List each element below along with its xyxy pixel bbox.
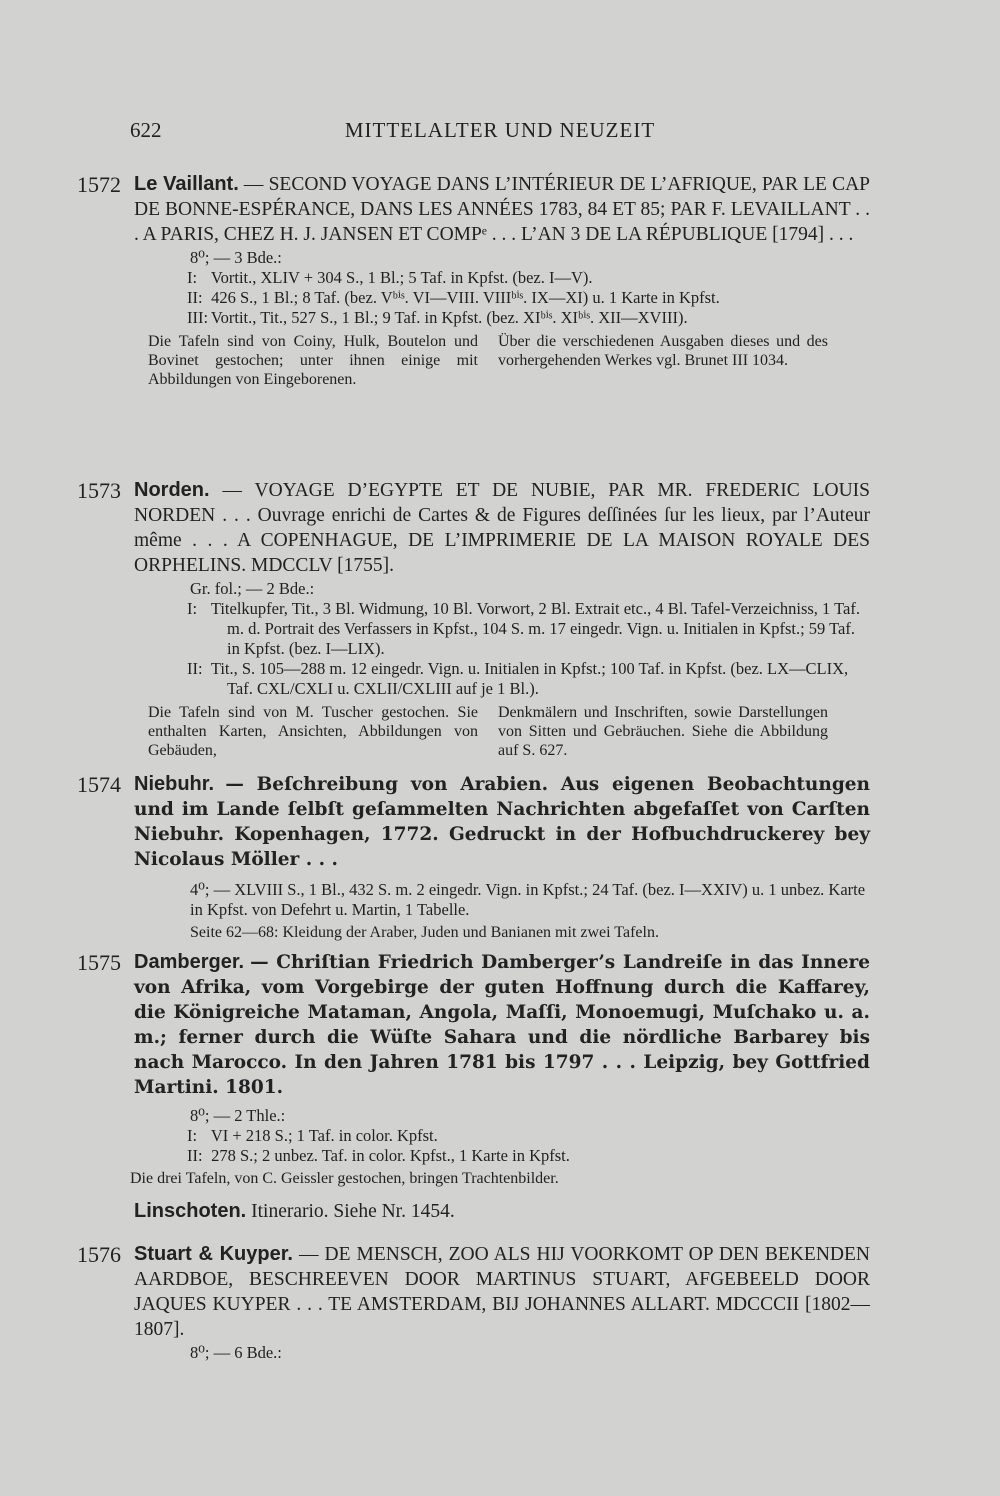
entry-author: Linschoten.	[134, 1200, 247, 1222]
entry-format: 4⁰; — XLVIII S., 1 Bl., 432 S. m. 2 eingedr. Vign. in Kpfst.; 24 Taf. (bez. I—XXIV) u. 1 unbez. Karte in Kpfst. von Defehrt u. Martin, 1 Tabelle.	[190, 880, 866, 919]
entry-title: — Chriſtian Friedrich Damberger’s Landreiſe in das Innere von Afrika, vom Vorgebirge der guten Hoffnung durch die Kaffarey, die Königreiche Mataman, Angola, Maſſi, Monoemugi, Muſchako u. a. m.; ferner durch die Wüſte Sahara und die nördliche Barbarey bis nach Marocco. In den Jahren 1781 bis 1797 . . . Leipzig, bey Gottfried Martini. 1801.	[134, 952, 871, 1098]
entry-note-right: Denkmälern und Inschriften, sowie Darstellungen von Sitten und Gebräuchen. Siehe die Abbildung auf S. 627.	[498, 704, 828, 759]
volume-line: I: Vortit., XLIV + 304 S., 1 Bl.; 5 Taf. in Kpfst. (bez. I—V).	[187, 268, 593, 287]
entry-author: Stuart & Kuyper.	[134, 1243, 293, 1265]
entry-title: — VOYAGE D’EGYPTE ET DE NUBIE, PAR MR. FREDERIC LOUIS NORDEN . . . Ouvrage enrichi de Cartes & de Figures deſſinées ſur les lieux, par l’Auteur même . . . A COPENHAGUE, DE L’IMPRIMERIE DE LA MAISON ROYALE DES ORPHELINS. MDCCLV [1755].	[134, 480, 870, 576]
entry-format: 8⁰; — 2 Thle.:	[190, 1106, 286, 1125]
catalog-entry-1574	[77, 772, 870, 943]
volume-line: II: Tit., S. 105—288 m. 12 eingedr. Vign. u. Initialen in Kpfst.; 100 Taf. in Kpfst. (bez. LX—CLIX, Taf. CXL/CXLI u. CXLII/CXLIII auf je 1 Bl.).	[187, 659, 849, 698]
entry-number: 1572	[77, 172, 121, 197]
entry-note-right: Über die verschiedenen Ausgaben dieses und des vorhergehenden Werkes vgl. Brunet III 1034.	[498, 333, 828, 369]
entry-title: — Beſchreibung von Arabien. Aus eigenen Beobachtungen und im Lande ſelbſt geſammelten Nachrichten abgefaſſet von Carſten Niebuhr. Kopenhagen, 1772. Gedruckt in der Hofbuchdruckerey bey Nicolaus Möller . . .	[134, 774, 870, 870]
page-number: 622	[130, 118, 162, 142]
entry-format: 8⁰; — 3 Bde.:	[190, 248, 282, 267]
volume-line: II: 278 S.; 2 unbez. Taf. in color. Kpfst., 1 Karte in Kpfst.	[187, 1146, 570, 1165]
entry-number: 1573	[77, 478, 121, 503]
entry-format: Gr. fol.; — 2 Bde.:	[190, 579, 315, 598]
entry-author: Le Vaillant.	[134, 173, 239, 195]
entry-format: 8⁰; — 6 Bde.:	[190, 1343, 282, 1362]
cross-reference-entry	[134, 1200, 870, 1223]
catalog-entry-1572	[77, 172, 870, 389]
entry-number: 1576	[77, 1242, 121, 1267]
entry-note: Die drei Tafeln, von C. Geissler gestochen, bringen Trachtenbilder.	[130, 1170, 559, 1187]
entry-note: Seite 62—68: Kleidung der Araber, Juden und Banianen mit zwei Tafeln.	[190, 924, 659, 941]
volume-line: II: 426 S., 1 Bl.; 8 Taf. (bez. Vᵇⁱˢ. VI—VIII. VIIIᵇⁱˢ. IX—XI) u. 1 Karte in Kpfst.	[187, 288, 720, 307]
entry-title: Itinerario. Siehe Nr. 1454.	[251, 1201, 455, 1222]
volume-line: I: Titelkupfer, Tit., 3 Bl. Widmung, 10 Bl. Vorwort, 2 Bl. Extrait etc., 4 Bl. Tafel-Verzeichniss, 1 Taf. m. d. Portrait des Verfassers in Kpfst., 104 S. m. 17 eingedr. Vign. u. Initialen in Kpfst.; 59 Taf. in Kpfst. (bez. I—LIX).	[187, 599, 860, 658]
volume-line: I: VI + 218 S.; 1 Taf. in color. Kpfst.	[187, 1126, 438, 1145]
entry-title: — DE MENSCH, ZOO ALS HIJ VOORKOMT OP DEN BEKENDEN AARDBOE, BESCHREEVEN DOOR MARTINUS STUART, AFGEBEELD DOOR JAQUES KUYPER . . . TE AMSTERDAM, BIJ JOHANNES ALLART. MDCCCII [1802—1807].	[134, 1244, 871, 1340]
entry-number: 1575	[77, 950, 121, 975]
entry-note-left: Die Tafeln sind von M. Tuscher gestochen. Sie enthalten Karten, Ansichten, Abbildungen von Gebäuden,	[148, 704, 478, 759]
entry-author: Norden.	[134, 479, 210, 501]
catalog-entry-1573	[77, 478, 870, 760]
entry-title: — SECOND VOYAGE DANS L’INTÉRIEUR DE L’AFRIQUE, PAR LE CAP DE BONNE-ESPÉRANCE, DANS LES ANNÉES 1783, 84 ET 85; PAR F. LEVAILLANT . . . A PARIS, CHEZ H. J. JANSEN ET COMPᵉ . . . L’AN 3 DE LA RÉPUBLIQUE [1794] . . .	[134, 174, 871, 245]
entry-author: Niebuhr.	[134, 773, 215, 795]
entry-note-left: Die Tafeln sind von Coiny, Hulk, Boutelon und Bovinet gestochen; unter ihnen einige mit Abbildungen von Eingeborenen.	[148, 333, 478, 388]
catalog-entry-1576	[77, 1242, 870, 1363]
running-title: MITTELALTER UND NEUZEIT	[344, 118, 656, 142]
catalog-entry-1575	[77, 950, 870, 1189]
entry-number: 1574	[77, 772, 121, 797]
volume-line: III: Vortit., Tit., 527 S., 1 Bl.; 9 Taf. in Kpfst. (bez. XIᵇⁱˢ. XIᵇⁱˢ. XII—XVIII).	[187, 308, 688, 327]
entry-author: Damberger.	[134, 951, 245, 973]
